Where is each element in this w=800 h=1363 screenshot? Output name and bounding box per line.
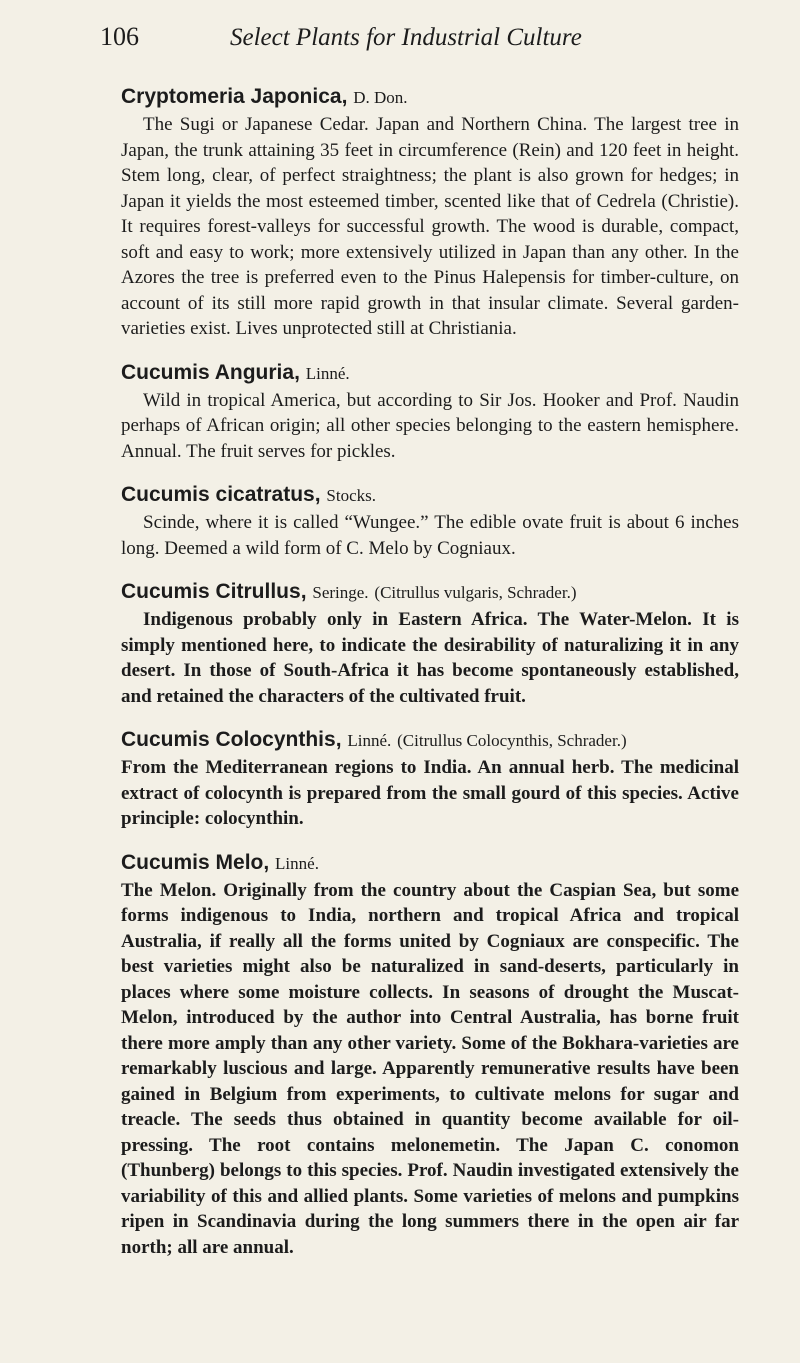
- species-author: Stocks.: [326, 486, 377, 505]
- species-name: Cucumis Colocynthis,: [121, 728, 342, 751]
- entry-heading: [121, 360, 739, 387]
- species-name: Cucumis cicatratus,: [121, 483, 321, 506]
- entry-text: Scinde, where it is called “Wungee.” The edible ovate fruit is about 6 inches long. Deemed a wild form of C. Melo by Cogniaux.: [121, 512, 739, 559]
- species-author: Linné.: [275, 853, 319, 873]
- entry-cucumis-cicatratus: [121, 482, 739, 561]
- species-name: Cryptomeria Japonica,: [121, 85, 348, 108]
- species-author: Linné.: [347, 731, 392, 750]
- entry-cucumis-melo: [121, 850, 739, 1261]
- species-name: Cucumis Melo,: [121, 850, 270, 874]
- entry-text: The Sugi or Japanese Cedar. Japan and Northern China. The largest tree in Japan, the trunk attaining 35 feet in circumference (Rein) and 120 feet in height. Stem long, clear, of perfect straightness; the plant is also grown for hedges; in Japan it yields the most esteemed timber, scented like that of Cedrela (Christie). It requires forest-valleys for successful growth. The wood is durable, compact, soft and easy to work; more extensively utilized in Japan than any other. In the Azores the tree is preferred even to the Pinus Halepensis for timber-culture, on account of its still more rapid growth in that insular climate. Several garden-varieties exist. Lives unprotected still at Christiania.: [121, 114, 739, 339]
- entry-heading: [121, 579, 739, 606]
- entry-heading: [121, 727, 739, 754]
- entry-text: From the Mediterranean regions to India. An annual herb. The medicinal extract of colocynth is prepared from the small gourd of this species. Active principle: colocynthin.: [121, 757, 739, 829]
- species-synonym: (Citrullus Colocynthis, Schrader.): [397, 731, 627, 750]
- entry-cryptomeria-japonica: [121, 84, 739, 342]
- species-author: D. Don.: [353, 88, 408, 107]
- entry-heading: [121, 84, 739, 111]
- species-synonym: (Citrullus vulgaris, Schrader.): [374, 583, 577, 602]
- species-name: Cucumis Anguria,: [121, 360, 300, 384]
- entry-cucumis-anguria: [121, 360, 739, 465]
- entry-text: Indigenous probably only in Eastern Africa. The Water-Melon. It is simply mentioned here, to indicate the desirability of naturalizing it in any desert. In those of South-Africa it has become spontaneously established, and retained the characters of the cultivated fruit.: [121, 609, 739, 707]
- page-number: 106: [100, 22, 139, 51]
- entry-text: The Melon. Originally from the country about the Caspian Sea, but some forms indigenous to India, northern and tropical Africa and tropical Australia, if really all the forms united by Cogniaux are conspecific. The best varieties might also be naturalized in sand-deserts, particularly in places where some moisture collects. In seasons of drought the Muscat-Melon, introduced by the author into Central Australia, has borne fruit there more amply than any other variety. Some of the Bokhara-varieties are remarkably luscious and large. Apparently remunerative results have been gained in Belgium from experiments, to cultivate melons for sugar and treacle. The seeds thus obtained in quantity become available for oil-pressing. The root contains melonemetin. The Japan C. conomon (Thunberg) belongs to this species. Prof. Naudin investigated extensively the variability of this and allied plants. Some varieties of melons and pumpkins ripen in Scandinavia during the long summers there in the open air far north; all are annual.: [121, 879, 739, 1258]
- entry-cucumis-colocynthis: [121, 727, 739, 832]
- entry-text: Wild in tropical America, but according to Sir Jos. Hooker and Prof. Naudin perhaps of African origin; all other species belonging to the eastern hemisphere. Annual. The fruit serves for pickles.: [121, 389, 739, 462]
- species-name: Cucumis Citrullus,: [121, 580, 307, 603]
- species-author: Seringe.: [312, 583, 369, 602]
- running-title: Select Plants for Industrial Culture: [230, 24, 582, 51]
- entry-cucumis-citrullus: [121, 579, 739, 709]
- entry-heading: [121, 482, 739, 509]
- entry-heading: [121, 850, 739, 877]
- species-author: Linné.: [305, 363, 350, 383]
- body-text: [121, 84, 739, 1278]
- running-head: [100, 22, 740, 62]
